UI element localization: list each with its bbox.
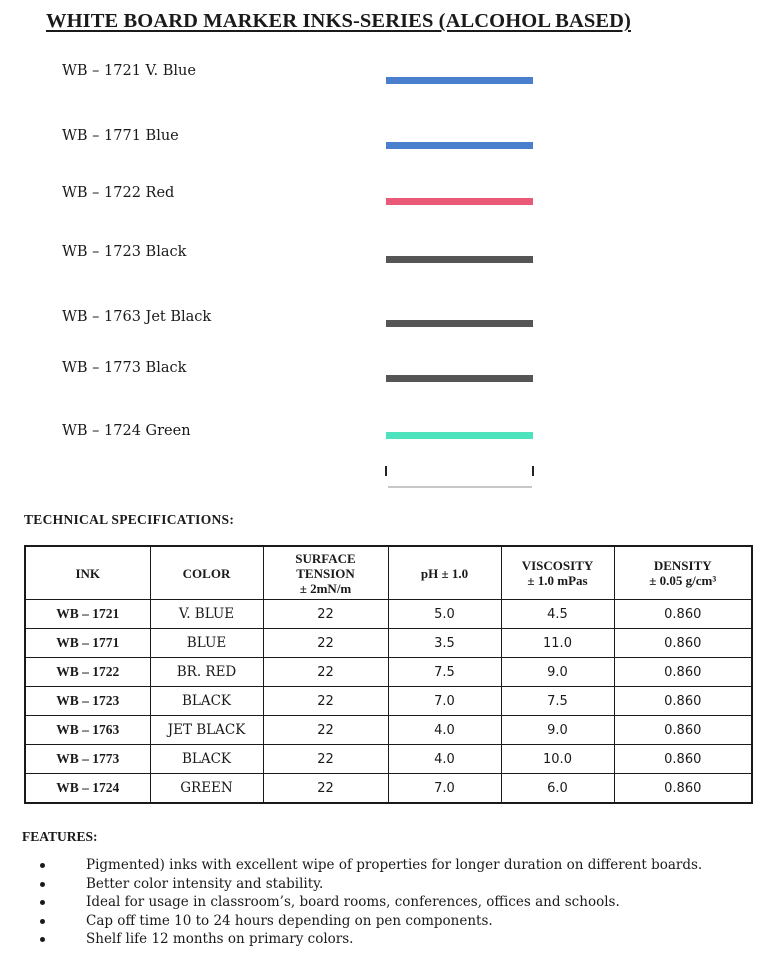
features-heading: FEATURES: [22, 829, 98, 844]
surface-tension-cell: 22 [263, 687, 388, 716]
color-cell: BLACK [150, 687, 263, 716]
swatch-row [0, 309, 768, 329]
ph-cell: 7.5 [388, 658, 501, 687]
viscosity-cell: 4.5 [501, 600, 614, 629]
viscosity-cell: 9.0 [501, 658, 614, 687]
column-header-ink: INK [25, 546, 150, 600]
surface-tension-cell: 22 [263, 600, 388, 629]
ph-cell: 7.0 [388, 774, 501, 804]
surface-tension-cell: 22 [263, 629, 388, 658]
table-row [25, 716, 752, 745]
surface-tension-cell: 22 [263, 745, 388, 774]
color-swatch-line [386, 375, 533, 382]
color-swatch-line [386, 432, 533, 439]
column-header-surface-tension: SURFACE TENSION ± 2mN/m [263, 546, 388, 600]
bullet-icon [40, 919, 45, 924]
surface-tension-cell: 22 [263, 716, 388, 745]
ink-cell: WB – 1771 [25, 629, 150, 658]
swatch-label: WB – 1763 Jet Black [62, 309, 212, 325]
ph-cell: 4.0 [388, 745, 501, 774]
ph-cell: 4.0 [388, 716, 501, 745]
density-cell: 0.860 [614, 745, 752, 774]
viscosity-cell: 11.0 [501, 629, 614, 658]
color-swatch-line [386, 320, 533, 327]
column-header-viscosity: VISCOSITY ± 1.0 mPas [501, 546, 614, 600]
swatch-label: WB – 1724 Green [62, 423, 191, 439]
ph-cell: 7.0 [388, 687, 501, 716]
color-swatch-line [386, 256, 533, 263]
table-header-row [25, 546, 752, 600]
bullet-icon [40, 900, 45, 905]
color-cell: V. BLUE [150, 600, 263, 629]
column-header-color: COLOR [150, 546, 263, 600]
swatch-row [0, 244, 768, 264]
viscosity-cell: 9.0 [501, 716, 614, 745]
swatch-label: WB – 1773 Black [62, 360, 187, 376]
swatch-label: WB – 1723 Black [62, 244, 187, 260]
bullet-icon [40, 882, 45, 887]
density-cell: 0.860 [614, 687, 752, 716]
tick-mark [532, 466, 534, 476]
viscosity-cell: 7.5 [501, 687, 614, 716]
ink-cell: WB – 1722 [25, 658, 150, 687]
surface-tension-cell: 22 [263, 774, 388, 804]
list-item: Shelf life 12 months on primary colors. [40, 931, 760, 950]
density-cell: 0.860 [614, 658, 752, 687]
blank-swatch-marks [385, 466, 535, 490]
color-cell: BLACK [150, 745, 263, 774]
density-cell: 0.860 [614, 774, 752, 804]
ink-cell: WB – 1724 [25, 774, 150, 804]
bullet-icon [40, 937, 45, 942]
list-item: Better color intensity and stability. [40, 876, 760, 895]
density-cell: 0.860 [614, 716, 752, 745]
column-header-ph: pH ± 1.0 [388, 546, 501, 600]
swatch-label: WB – 1771 Blue [62, 128, 179, 144]
table-row [25, 687, 752, 716]
swatch-row [0, 128, 768, 148]
swatch-label: WB – 1722 Red [62, 185, 175, 201]
viscosity-cell: 6.0 [501, 774, 614, 804]
page-title: WHITE BOARD MARKER INKS-SERIES (ALCOHOL BASED) [46, 10, 631, 32]
column-header-density: DENSITY ± 0.05 g/cm³ [614, 546, 752, 600]
color-cell: JET BLACK [150, 716, 263, 745]
table-row [25, 774, 752, 804]
tick-mark [385, 466, 387, 476]
ink-cell: WB – 1773 [25, 745, 150, 774]
color-cell: BLUE [150, 629, 263, 658]
ph-cell: 5.0 [388, 600, 501, 629]
specifications-table [24, 545, 753, 804]
color-swatch-line [386, 198, 533, 205]
technical-specifications-heading: TECHNICAL SPECIFICATIONS: [24, 512, 235, 527]
viscosity-cell: 10.0 [501, 745, 614, 774]
ink-cell: WB – 1721 [25, 600, 150, 629]
ink-cell: WB – 1763 [25, 716, 150, 745]
list-item: Pigmented) inks with excellent wipe of properties for longer duration on different boards. [40, 857, 760, 876]
swatch-row [0, 185, 768, 205]
bullet-icon [40, 863, 45, 868]
color-swatch-line [386, 142, 533, 149]
table-row [25, 745, 752, 774]
swatch-row [0, 360, 768, 380]
list-item: Ideal for usage in classroom’s, board rooms, conferences, offices and schools. [40, 894, 760, 913]
surface-tension-cell: 22 [263, 658, 388, 687]
ink-cell: WB – 1723 [25, 687, 150, 716]
list-item: Cap off time 10 to 24 hours depending on pen components. [40, 913, 760, 932]
color-cell: BR. RED [150, 658, 263, 687]
baseline-rule [388, 486, 532, 488]
table-row [25, 658, 752, 687]
table-row [25, 600, 752, 629]
color-swatch-line [386, 77, 533, 84]
color-cell: GREEN [150, 774, 263, 804]
swatch-label: WB – 1721 V. Blue [62, 63, 196, 79]
table-row [25, 629, 752, 658]
swatch-row [0, 63, 768, 83]
ph-cell: 3.5 [388, 629, 501, 658]
swatch-row [0, 423, 768, 443]
density-cell: 0.860 [614, 629, 752, 658]
density-cell: 0.860 [614, 600, 752, 629]
features-list [40, 857, 760, 950]
